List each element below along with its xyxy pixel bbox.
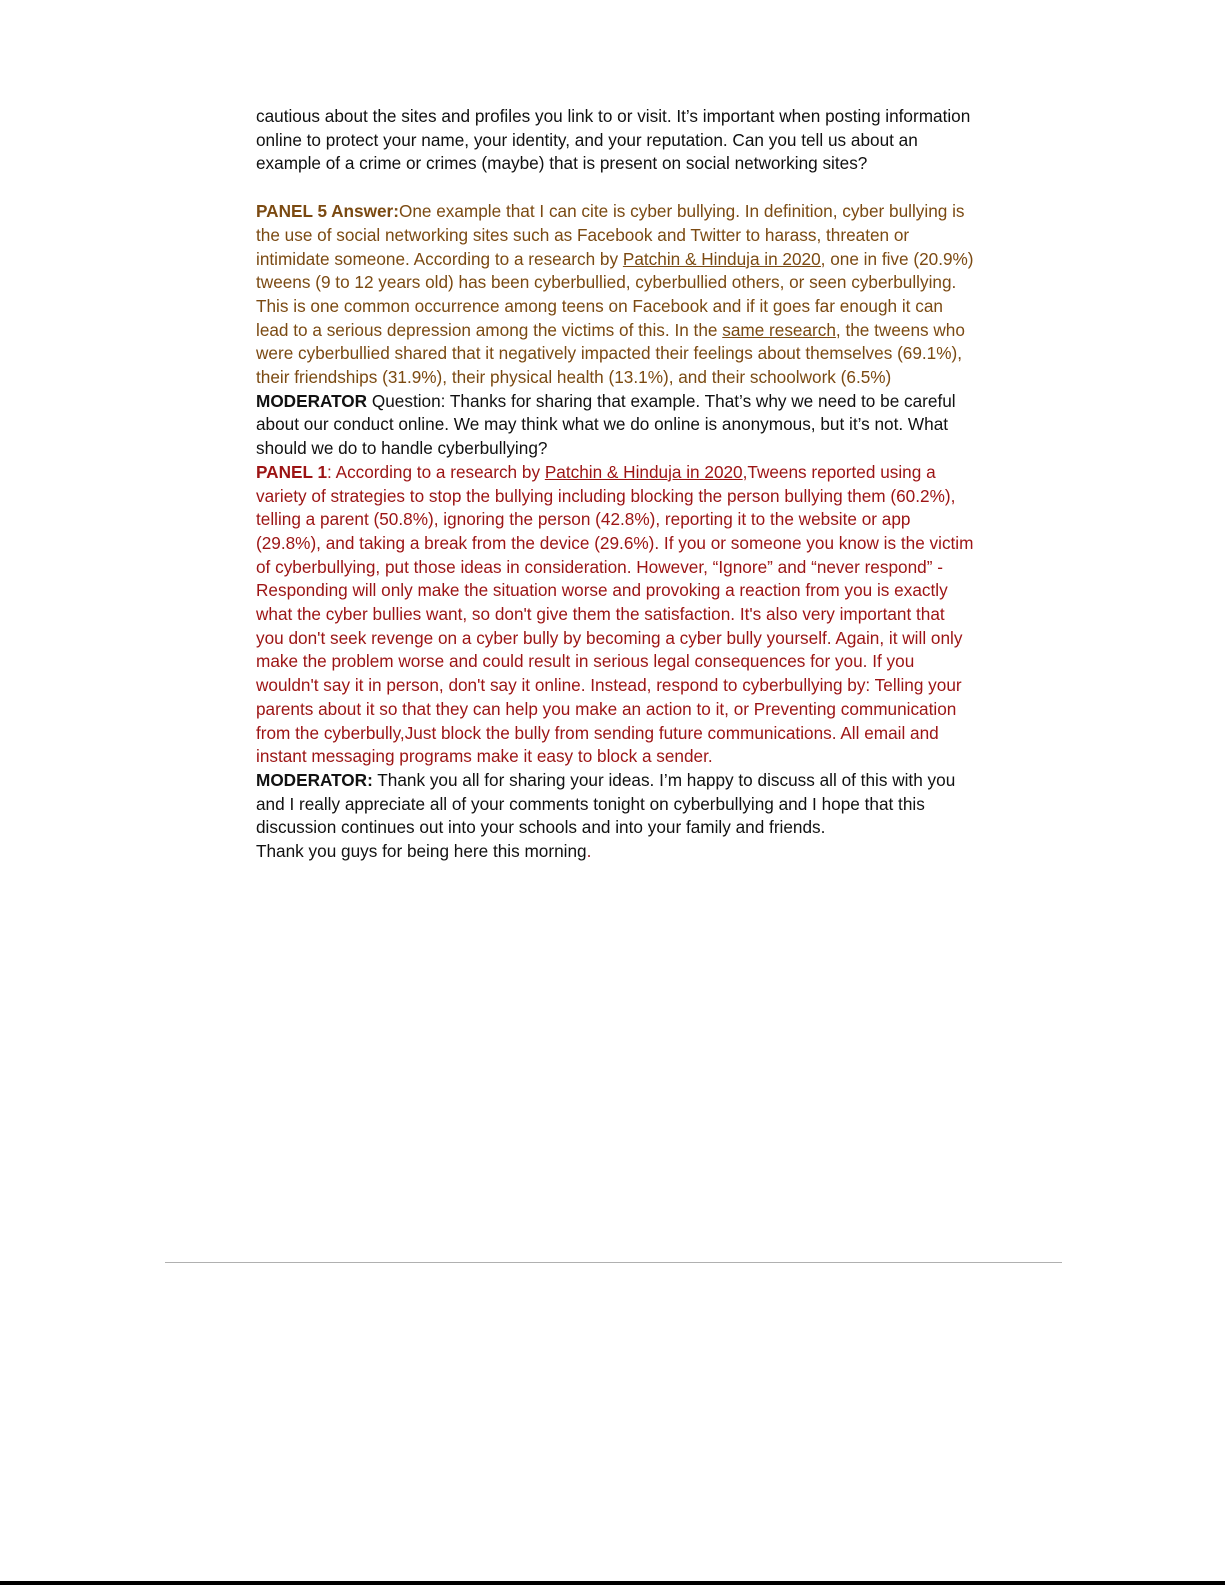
moderator-closing-text: Thank you all for sharing your ideas. I’m happy to discuss all of this with you and I really appreciate all of your comments tonight on cyberbullying and I hope that this discussion continues out into your schools and into your family and friends. (256, 769, 956, 838)
panel1-answer-paragraph (256, 461, 976, 769)
document-body (256, 105, 976, 864)
citation-link-same-research[interactable]: same research (722, 319, 836, 340)
panel5-answer-paragraph (256, 200, 976, 390)
panel1-label: PANEL 1 (256, 461, 327, 482)
moderator-question-paragraph (256, 390, 976, 461)
panel1-text-a: : According to a research by (327, 461, 545, 482)
citation-link-patchin-hinduja[interactable]: Patchin & Hinduja in 2020, (622, 248, 826, 269)
page-bottom-edge (0, 1581, 1225, 1585)
closing-line-text: Thank you guys for being here this morning (256, 841, 587, 862)
paragraph-gap (256, 176, 976, 200)
moderator-question-text: Question: Thanks for sharing that example. That’s why we need to be careful about our conduct online. We may think what we do online is anonymous, but it’s not. What should we do to handle cyberbullying? (256, 390, 956, 459)
panel5-label: PANEL 5 Answer: (256, 201, 399, 222)
intro-text: cautious about the sites and profiles you link to or visit. It’s important when posting information online to protect your name, your identity, and your reputation. Can you tell us about an example of a crime or crimes (maybe) that is present on social networking sites? (256, 106, 971, 174)
panel5-text-a: One example that I can cite is cyber bullying. In definition, cyber bullying is the use of social networking sites such as Facebook and Twitter to harass, threaten or intimidate someone. According to a research by (256, 201, 965, 269)
closing-line (256, 840, 976, 864)
citation-link-patchin-hinduja-2[interactable]: Patchin & Hinduja in 2020 (544, 461, 743, 482)
moderator-label: MODERATOR (256, 390, 368, 411)
closing-line-period: . (586, 841, 592, 862)
panel5-text-c: , the tweens who were cyberbullied shared that it negatively impacted their feelings about themselves (69.1%), their friendships (31.9%), their physical health (13.1%), and their schoolwork (6.5%) (256, 319, 965, 388)
moderator-closing-paragraph (256, 769, 976, 840)
moderator-closing-label: MODERATOR: (256, 769, 373, 790)
panel1-text-b: ,Tweens reported using a variety of strategies to stop the bullying including blocking the person bullying them (60.2%), telling a parent (50.8%), ignoring the person (42.8%), reporting it to the website or app (29.8%), and taking a break from the device (29.6%). If you or someone you know is the victim of cyberbullying, put those ideas in consideration. However, “Ignore” and “never respond” -Responding will only make the situation worse and provoking a reaction from you is exactly what the cyber bullies want, so don't give them the satisfaction. It's also very important that you don't seek revenge on a cyber bully by becoming a cyber bully yourself. Again, it will only make the problem worse and could result in serious legal consequences for you. If you wouldn't say it in person, don't say it online. Instead, respond to cyberbullying by: Telling your parents about it so that they can help you make an action to it, or Preventing communication from the cyberbully,Just block the bully from sending future communications. All email and instant messaging programs make it easy to block a sender. (256, 461, 974, 767)
footer-divider (165, 1262, 1062, 1263)
intro-paragraph (256, 105, 976, 176)
panel5-text-b: one in five (20.9%) tweens (9 to 12 years old) has been cyberbullied, cyberbullied others, or seen cyberbullying. This is one common occurrence among teens on Facebook and if it goes far enough it can lead to a serious depression among the victims of this. In the (256, 248, 974, 340)
